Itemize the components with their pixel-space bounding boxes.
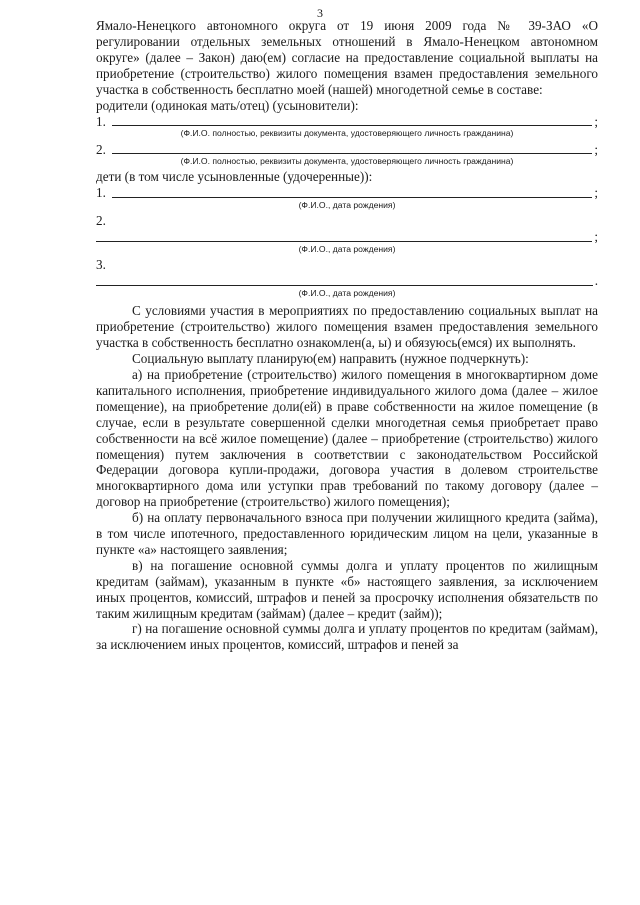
conditions-paragraph: С условиями участия в мероприятиях по предоставлению социальных выплат на приобретение (строительство) жилого помещения взамен предоставления земельного участка в собственность бесплатно ознакомлен(а, ы) и обязуюсь(емся) их выполнять. xyxy=(96,303,598,351)
parents-heading: родители (одинокая мать/отец) (усыновители): xyxy=(96,97,359,113)
child-3-number: 3. xyxy=(96,257,106,273)
parent-1-end: ; xyxy=(594,113,598,129)
parent-1-caption: (Ф.И.О. полностью, реквизиты документа, удостоверяющего личность гражданина) xyxy=(180,128,514,139)
child-3-number-row xyxy=(96,257,598,273)
child-2-field[interactable] xyxy=(96,229,598,245)
child-1-field[interactable] xyxy=(96,185,598,201)
parent-1-number: 1. xyxy=(96,113,106,129)
child-2-end: ; xyxy=(594,229,598,245)
child-2-number: 2. xyxy=(96,213,106,229)
direction-intro: Социальную выплату планирую(ем) направить (нужное подчеркнуть): xyxy=(132,351,529,367)
parent-2-number: 2. xyxy=(96,141,106,157)
parent-1-field[interactable] xyxy=(96,113,598,129)
child-1-caption: (Ф.И.О., дата рождения) xyxy=(298,200,396,211)
child-3-line xyxy=(96,284,593,286)
parent-2-end: ; xyxy=(594,141,598,157)
document-body xyxy=(96,18,598,653)
item-v: в) на погашение основной суммы долга и уплату процентов по жилищным кредитам (займам), указанным в пункте «б» настоящего заявления, за исключением иных процентов, комиссий, штрафов и пеней за просрочку исполнения обязательств по таким жилищным кредитам (займам) (далее – кредит (займ)); xyxy=(96,557,598,621)
intro-paragraph: Ямало-Ненецкого автономного округа от 19 июня 2009 года № 39-ЗАО «О регулировании отдельных земельных отношений в Ямало-Ненецком автономном округе» (далее – Закон) даю(ем) согласие на предоставление социальной выплаты на приобретение (строительство) жилого помещения взамен предоставления земельного участка в собственность бесплатно моей (нашей) многодетной семье в составе: xyxy=(96,18,598,97)
child-2-number-row xyxy=(96,213,598,229)
child-1-line xyxy=(112,196,592,198)
child-3-caption: (Ф.И.О., дата рождения) xyxy=(298,288,396,299)
child-2-line xyxy=(96,240,592,242)
children-heading: дети (в том числе усыновленные (удочеренные)): xyxy=(96,169,373,185)
item-g: г) на погашение основной суммы долга и уплату процентов по кредитам (займам), за исключением иных процентов, комиссий, штрафов и пеней за xyxy=(96,621,598,653)
child-3-end: . xyxy=(594,273,598,289)
child-1-number: 1. xyxy=(96,185,106,201)
child-3-field[interactable] xyxy=(96,273,598,289)
parent-2-caption: (Ф.И.О. полностью, реквизиты документа, удостоверяющего личность гражданина) xyxy=(180,156,514,167)
parent-2-field[interactable] xyxy=(96,141,598,157)
child-1-end: ; xyxy=(594,185,598,201)
parent-1-line xyxy=(112,124,592,126)
item-b: б) на оплату первоначального взноса при получении жилищного кредита (займа), в том числе ипотечного, предоставленного юридическим лицом на цели, указанные в пункте «а» настоящего заявления; xyxy=(96,510,598,557)
parent-2-line xyxy=(112,152,592,154)
child-2-caption: (Ф.И.О., дата рождения) xyxy=(298,244,396,255)
item-a: а) на приобретение (строительство) жилого помещения в многоквартирном доме капитального исполнения, приобретение индивидуального жилого дома (далее – жилое помещение), на приобретение доли(ей) в праве собственности на жилое помещение (в случае, если в результате совершенной сделки многодетная семья приобретает право собственности на всё жилое помещение) (далее – приобретение (строительство) жилого помещения) путем заключения в соответствии с законодательством Российской Федерации договора купли-продажи, договора участия в долевом строительстве многоквартирного дома или уступки прав требований по такому договору (далее – договор на приобретение (строительство) жилого помещения); xyxy=(96,366,598,510)
page-number: 3 xyxy=(317,6,323,20)
